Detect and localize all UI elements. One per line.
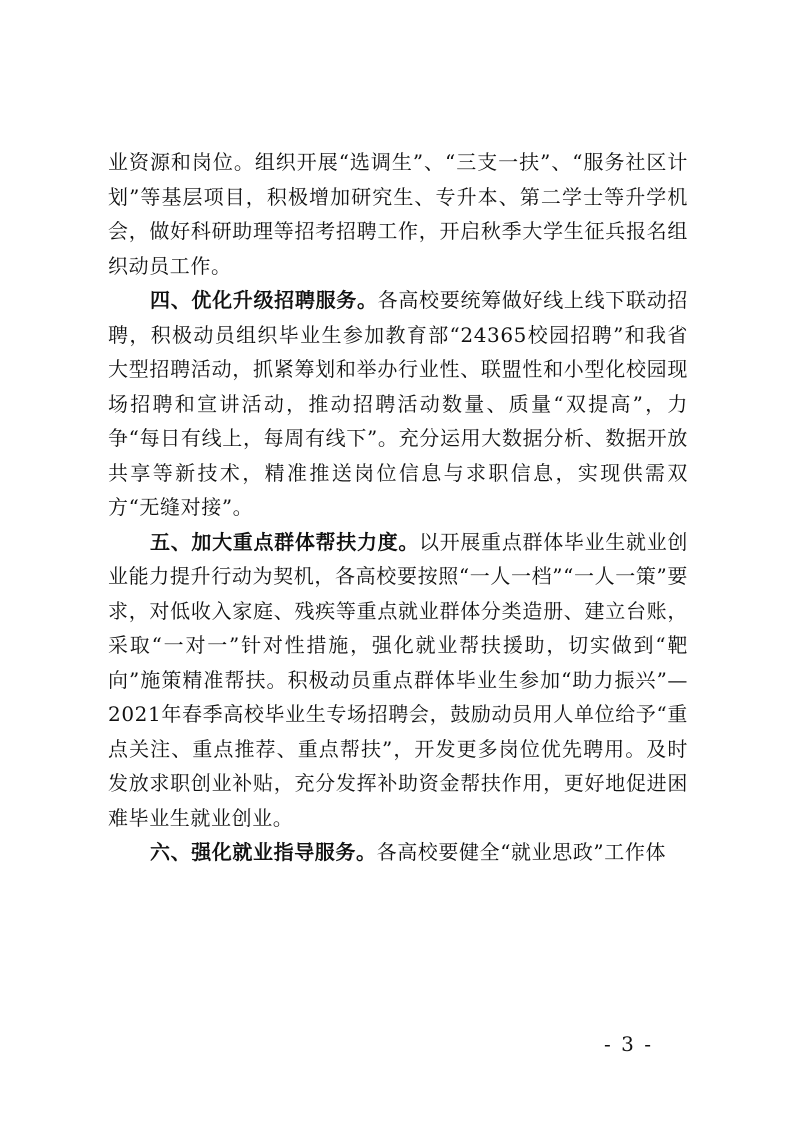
paragraph-section-6	[108, 835, 688, 870]
section-heading: 五、加大重点群体帮扶力度。	[150, 529, 420, 554]
document-body	[108, 145, 688, 870]
page-number: - 3 -	[604, 1032, 653, 1056]
paragraph-text: 各高校要统筹做好线上线下联动招聘，积极动员组织毕业生参加教育部“24365校园招聘”和我省大型招聘活动，抓紧筹划和举办行业性、联盟性和小型化校园现场招聘和宣讲活动，推动招聘活动数量、质量“双提高”，力争“每日有线上，每周有线下”。充分运用大数据分析、数据开放共享等新技术，精准推送岗位信息与求职信息，实现供需双方“无缝对接”。	[108, 288, 688, 519]
paragraph-continued	[108, 145, 688, 283]
paragraph-section-4	[108, 283, 688, 525]
paragraph-text: 以开展重点群体毕业生就业创业能力提升行动为契机，各高校要按照“一人一档”“一人一策”要求，对低收入家庭、残疾等重点就业群体分类造册、建立台账，采取“一对一”针对性措施，强化就业帮扶援助，切实做到“靶向”施策精准帮扶。积极动员重点群体毕业生参加“助力振兴”—2021年春季高校毕业生专场招聘会，鼓励动员用人单位给予“重点关注、重点推荐、重点帮扶”，开发更多岗位优先聘用。及时发放求职创业补贴，充分发挥补助资金帮扶作用，更好地促进困难毕业生就业创业。	[108, 529, 688, 830]
section-heading: 四、优化升级招聘服务。	[150, 288, 378, 312]
section-heading: 六、强化就业指导服务。	[150, 840, 377, 864]
paragraph-section-5	[108, 525, 688, 836]
paragraph-text: 各高校要健全“就业思政”工作体	[376, 840, 667, 864]
paragraph-text: 业资源和岗位。组织开展“选调生”、“三支一扶”、“服务社区计划”等基层项目，积极增加研究生、专升本、第二学士等升学机会，做好科研助理等招考招聘工作，开启秋季大学生征兵报名组织动员工作。	[108, 150, 688, 278]
